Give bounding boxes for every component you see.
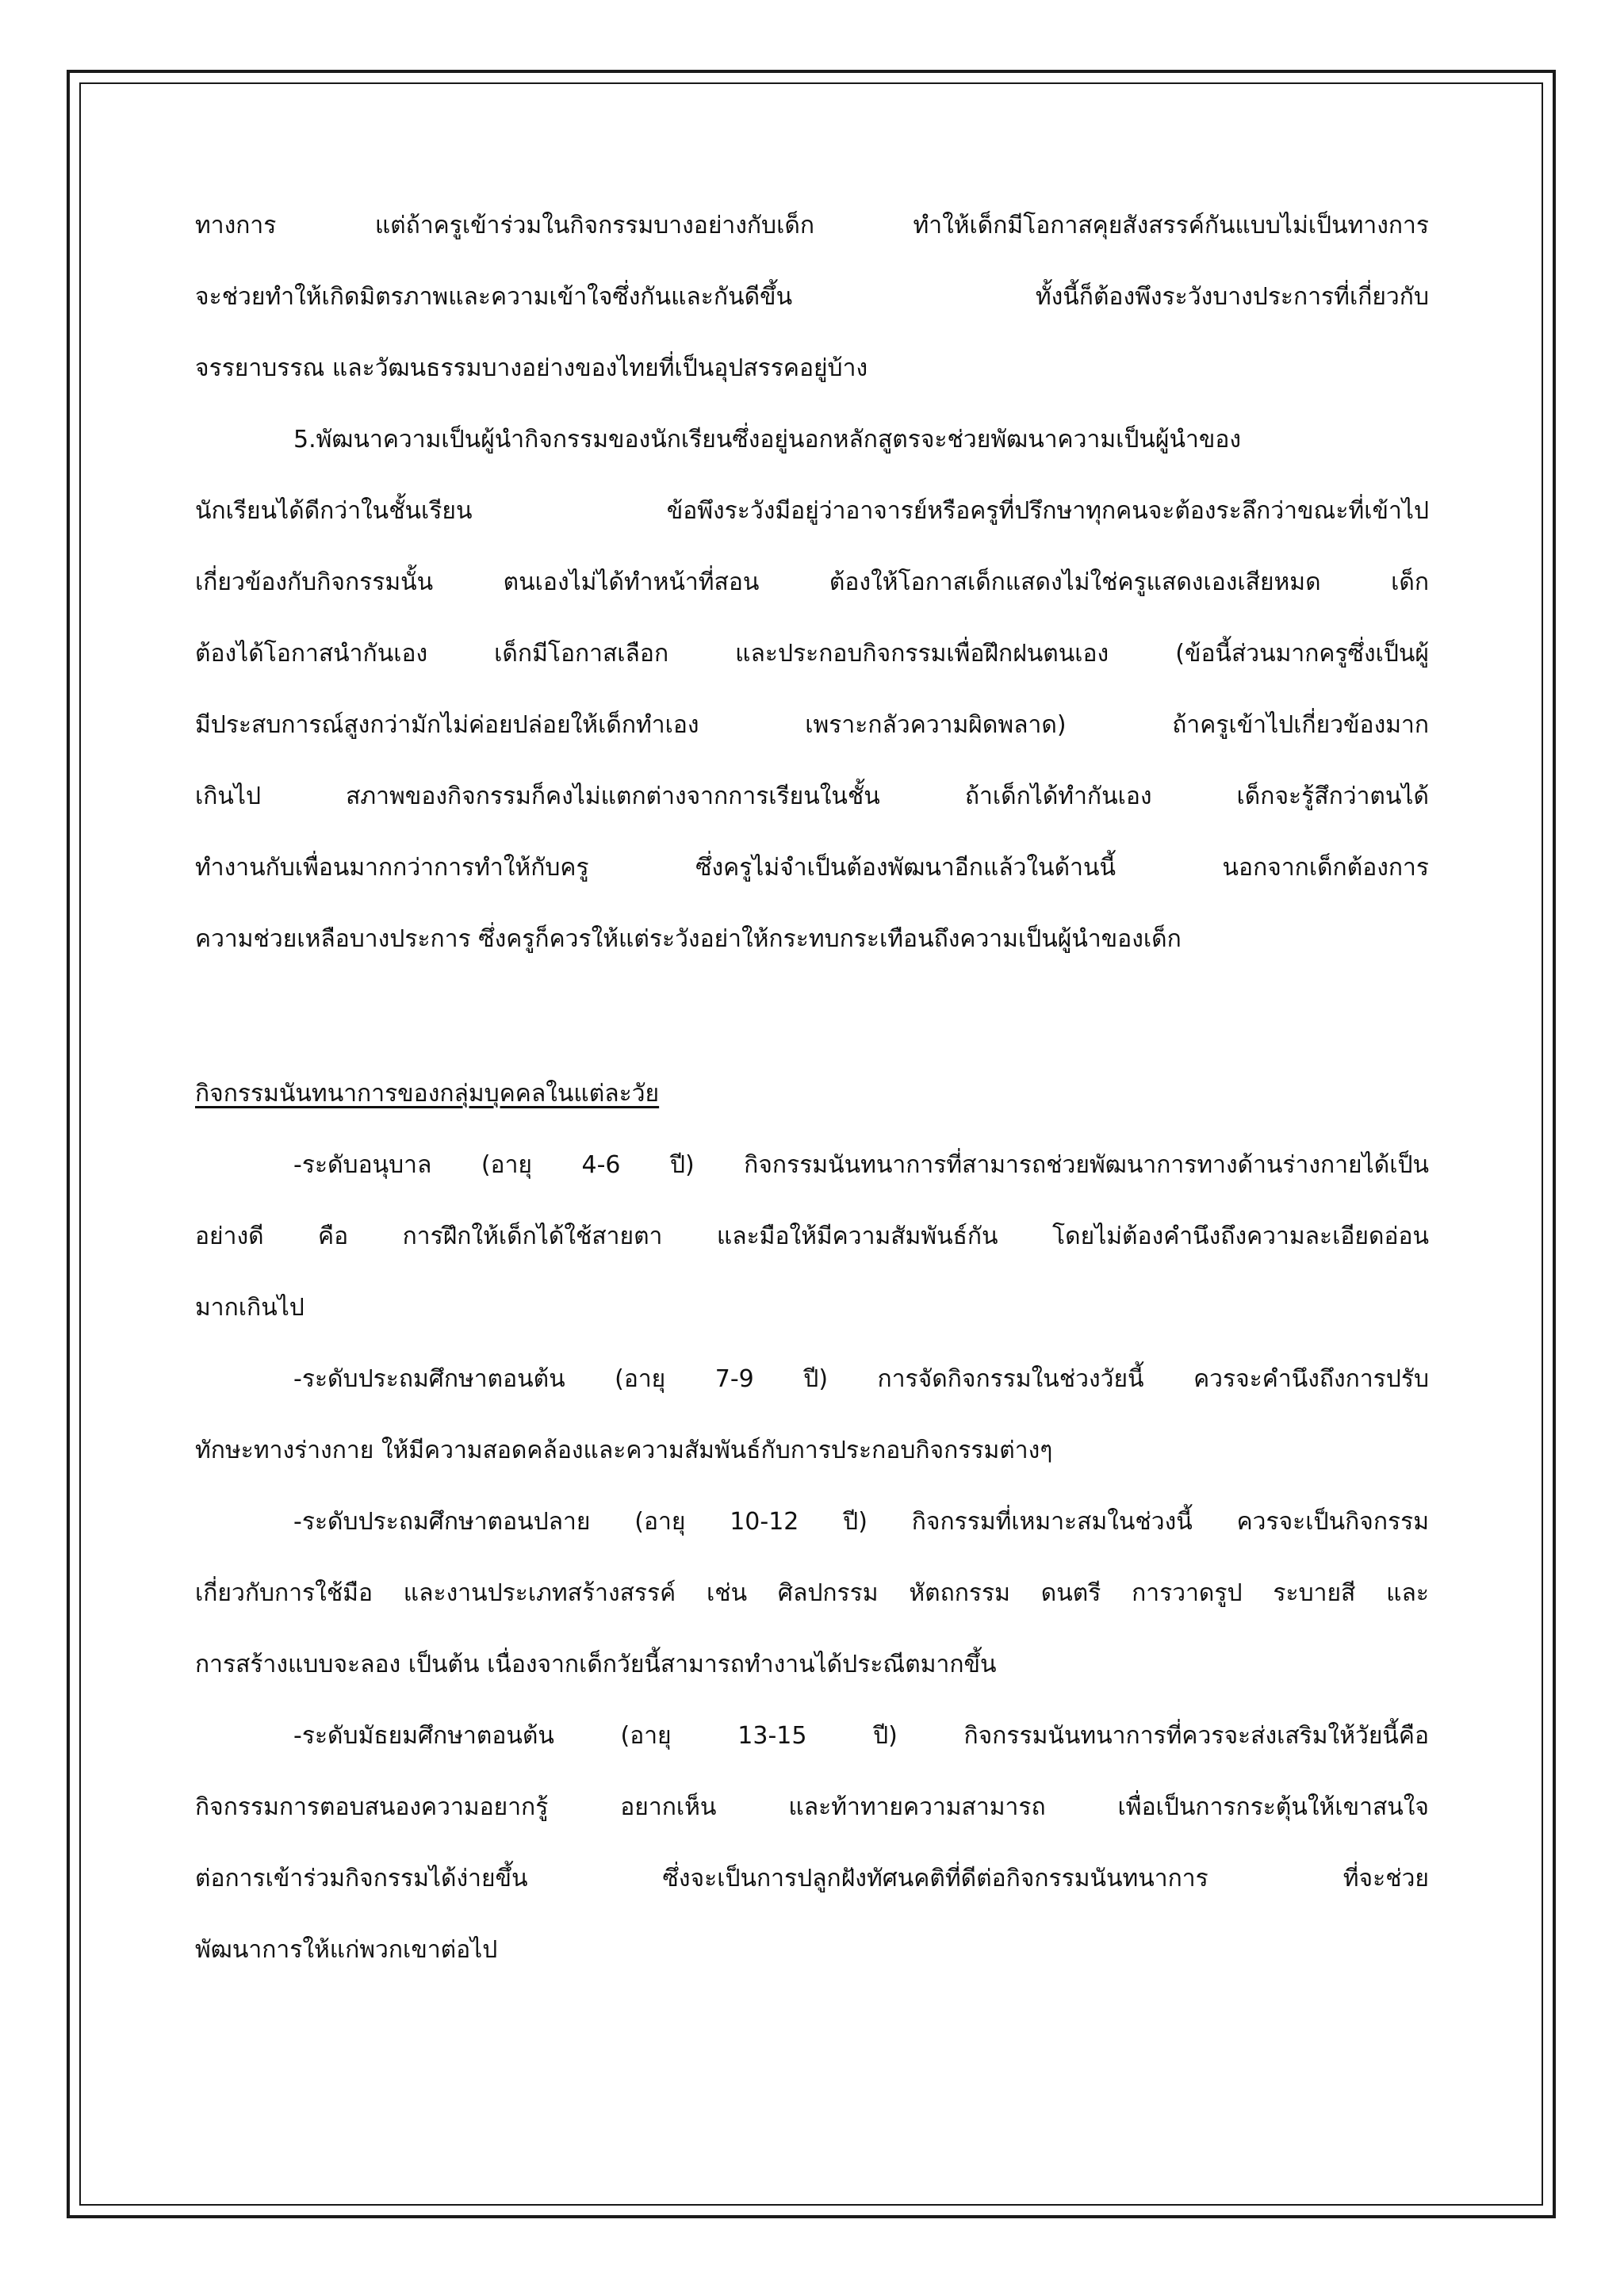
text-line: ทำงานกับเพื่อนมากกว่าการทำให้กับครู ซึ่งครูไม่จำเป็นต้องพัฒนาอีกแล้วในด้านนี้ นอกจากเด็กต้องการ <box>195 854 1429 882</box>
paragraph-kindergarten <box>195 1130 1429 1344</box>
text-line: เกี่ยวกับการใช้มือ และงานประเภทสร้างสรรค์ เช่น ศิลปกรรม หัตถกรรม ดนตรี การวาดรูป ระบายสี และ <box>195 1579 1429 1607</box>
text-line: ต่อการเข้าร่วมกิจกรรมได้ง่ายขึ้น ซึ่งจะเป็นการปลูกฝังทัศนคติที่ดีต่อกิจกรรมนันทนาการ ที่จะช่วย <box>195 1865 1429 1892</box>
text-line: -ระดับประถมศึกษาตอนปลาย (อายุ 10-12 ปี) กิจกรรมที่เหมาะสมในช่วงนี้ ควรจะเป็นกิจกรรม <box>293 1508 1429 1536</box>
text-line: นักเรียนได้ดีกว่าในชั้นเรียน ข้อพึงระวังมีอยู่ว่าอาจารย์หรือครูที่ปรึกษาทุกคนจะต้องระลึกว่าขณะที่เข้าไป <box>195 497 1429 525</box>
text-line: -ระดับมัธยมศึกษาตอนต้น (อายุ 13-15 ปี) กิจกรรมนันทนาการที่ควรจะส่งเสริมให้วัยนี้คือ <box>293 1722 1429 1750</box>
paragraph-leadership <box>195 404 1429 975</box>
text-line: -ระดับประถมศึกษาตอนต้น (อายุ 7-9 ปี) การจัดกิจกรรมในช่วงวัยนี้ ควรจะคำนึงถึงการปรับ <box>293 1365 1429 1393</box>
text-line: ทักษะทางร่างกาย ให้มีความสอดคล้องและความสัมพันธ์กับการประกอบกิจกรรมต่างๆ <box>195 1437 1053 1464</box>
text-line: -ระดับอนุบาล (อายุ 4-6 ปี) กิจกรรมนันทนาการที่สามารถช่วยพัฒนาการทางด้านร่างกายได้เป็น <box>293 1151 1429 1179</box>
text-line: มากเกินไป <box>195 1294 304 1322</box>
text-line: จรรยาบรรณ และวัฒนธรรมบางอย่างของไทยที่เป็นอุปสรรคอยู่บ้าง <box>195 354 868 382</box>
section-heading: กิจกรรมนันทนาการของกลุ่มบุคคลในแต่ละวัย <box>195 1080 660 1108</box>
paragraph-continuation <box>195 190 1429 404</box>
text-line: ความช่วยเหลือบางประการ ซึ่งครูก็ควรให้แต่ระวังอย่าให้กระทบกระเทือนถึงความเป็นผู้นำของเด็ก <box>195 925 1182 953</box>
text-line: ทางการ แต่ถ้าครูเข้าร่วมในกิจกรรมบางอย่างกับเด็ก ทำให้เด็กมีโอกาสคุยสังสรรค์กันแบบไม่เป็นทางการ <box>195 212 1429 239</box>
text-line: 5.พัฒนาความเป็นผู้นำกิจกรรมของนักเรียนซึ่งอยู่นอกหลักสูตรจะช่วยพัฒนาความเป็นผู้นำของ <box>293 426 1242 453</box>
text-line: อย่างดี คือ การฝึกให้เด็กได้ใช้สายตา และมือให้มีความสัมพันธ์กัน โดยไม่ต้องคำนึงถึงความละเอียดอ่อน <box>195 1223 1429 1250</box>
text-line: กิจกรรมการตอบสนองความอยากรู้ อยากเห็น และท้าทายความสามารถ เพื่อเป็นการกระตุ้นให้เขาสนใจ <box>195 1793 1429 1821</box>
text-line: พัฒนาการให้แก่พวกเขาต่อไป <box>195 1936 498 1964</box>
document-body <box>195 190 1429 1986</box>
text-line: เกี่ยวข้องกับกิจกรรมนั้น ตนเองไม่ได้ทำหน้าที่สอน ต้องให้โอกาสเด็กแสดงไม่ใช่ครูแสดงเองเสียหมด เด็ก <box>195 568 1429 596</box>
paragraph-upper-primary <box>195 1487 1429 1701</box>
text-line: ต้องได้โอกาสนำกันเอง เด็กมีโอกาสเลือก และประกอบกิจกรรมเพื่อฝึกฝนตนเอง (ข้อนี้ส่วนมากครูซึ่งเป็นผู้ <box>195 640 1429 668</box>
paragraph-lower-secondary <box>195 1701 1429 1986</box>
text-line: จะช่วยทำให้เกิดมิตรภาพและความเข้าใจซึ่งกันและกันดีขึ้น ทั้งนี้ก็ต้องพึงระวังบางประการที่เกี่ยวกับ <box>195 283 1429 311</box>
paragraph-lower-primary <box>195 1344 1429 1487</box>
text-line: การสร้างแบบจะลอง เป็นต้น เนื่องจากเด็กวัยนี้สามารถทำงานได้ประณีตมากขึ้น <box>195 1651 997 1678</box>
text-line: เกินไป สภาพของกิจกรรมก็คงไม่แตกต่างจากการเรียนในชั้น ถ้าเด็กได้ทำกันเอง เด็กจะรู้สึกว่าตนได้ <box>195 783 1429 810</box>
paragraph-spacer <box>195 975 1429 1058</box>
text-line: มีประสบการณ์สูงกว่ามักไม่ค่อยปล่อยให้เด็กทำเอง เพราะกลัวความผิดพลาด) ถ้าครูเข้าไปเกี่ยวข้องมาก <box>195 711 1429 739</box>
